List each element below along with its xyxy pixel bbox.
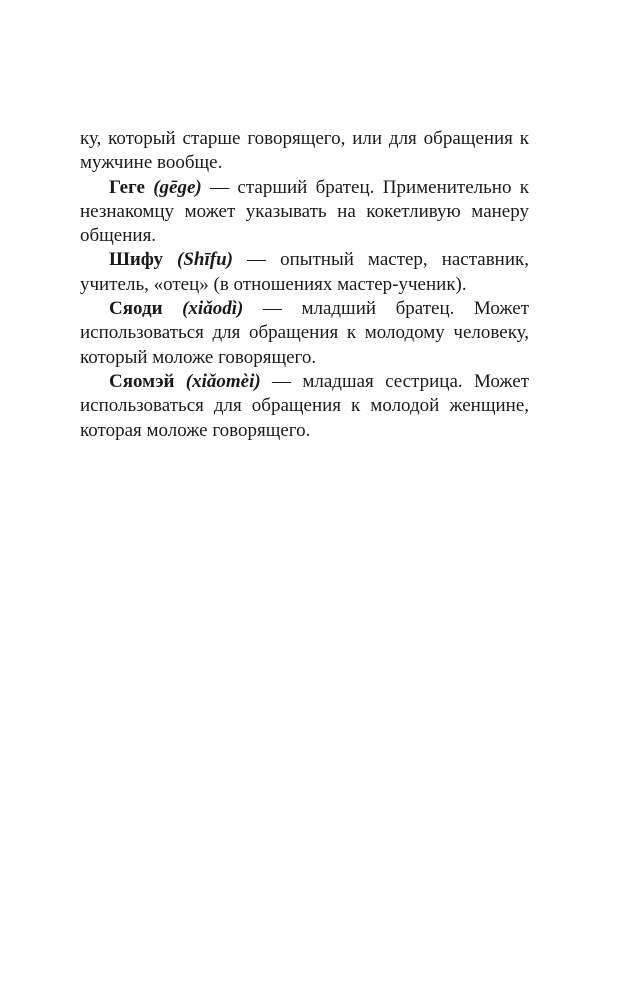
entry-definition: — младший братец. Может использоваться для обращения к молодому человеку, который моложе говорящего. bbox=[80, 298, 529, 368]
entry-pinyin: (xiǎodì) bbox=[182, 298, 244, 320]
glossary-entry-xiaodi bbox=[80, 297, 529, 370]
entry-definition: — младшая сестрица. Может использоваться для обращения к молодой женщине, которая моложе говорящего. bbox=[80, 370, 529, 441]
entry-term: Сяоди bbox=[109, 298, 163, 320]
entry-pinyin: (gēge) bbox=[153, 176, 202, 198]
entry-definition: — опытный мастер, наставник, учитель, «отец» (в отношениях мастер-ученик). bbox=[80, 249, 529, 295]
glossary-entry-gege bbox=[80, 176, 529, 249]
entry-pinyin: (Shīfu) bbox=[177, 249, 233, 271]
glossary-entry-shifu bbox=[80, 248, 529, 297]
glossary-text bbox=[80, 127, 529, 443]
glossary-entry-xiaomei bbox=[80, 370, 529, 443]
paragraph-continuation bbox=[80, 127, 529, 176]
entry-term: Геге bbox=[109, 176, 145, 198]
entry-term: Сяомэй bbox=[109, 370, 175, 392]
entry-term: Шифу bbox=[109, 249, 163, 271]
entry-pinyin: (xiǎomèi) bbox=[185, 370, 261, 392]
entry-definition: — старший братец. Применительно к незнакомцу может указывать на кокетливую манеру общения. bbox=[80, 176, 530, 247]
paragraph-text: ку, который старше говорящего, или для обращения к мужчине вообще. bbox=[80, 128, 529, 174]
